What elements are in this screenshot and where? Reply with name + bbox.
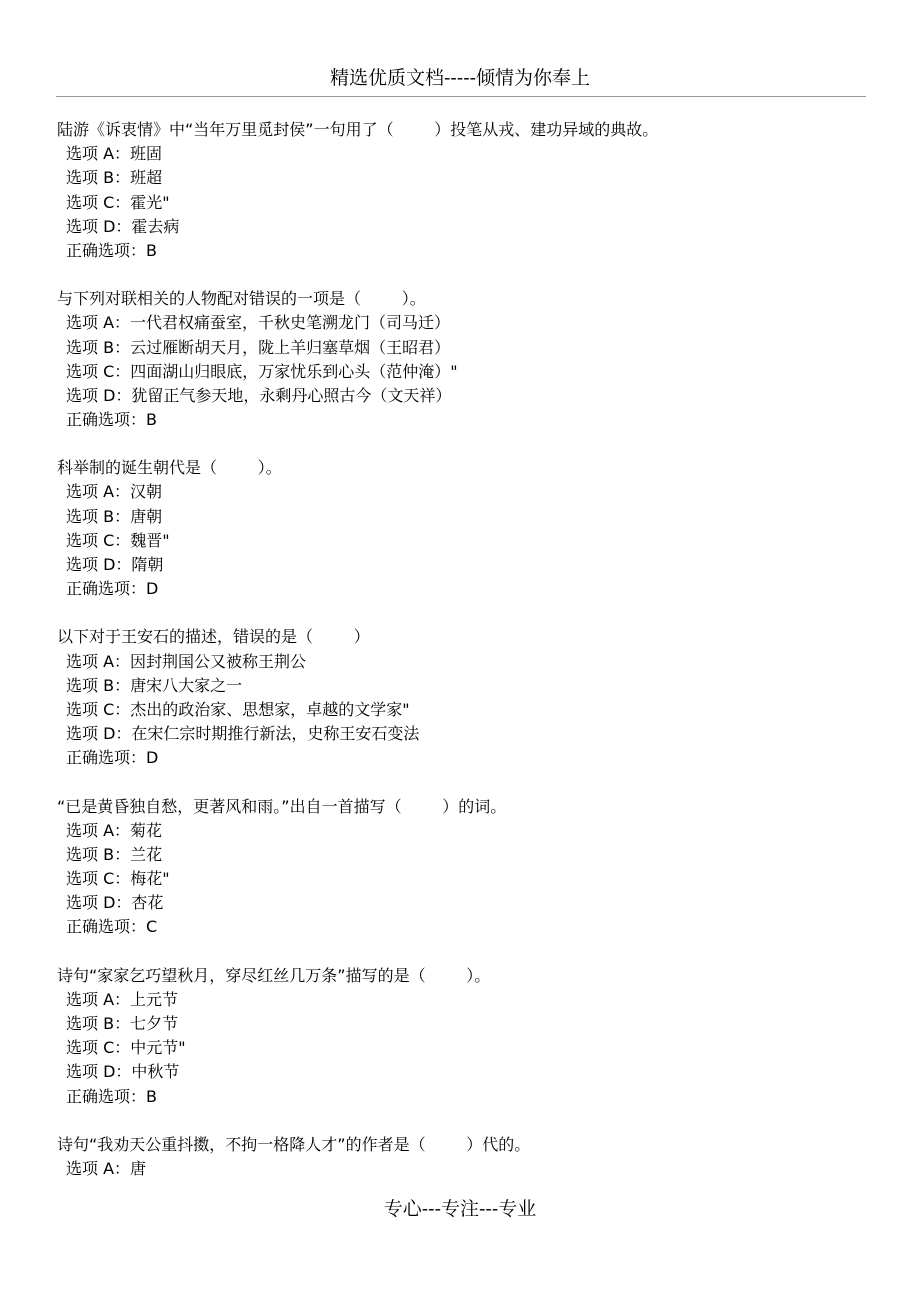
correct-answer: 正确选项：B [66, 240, 157, 260]
option-d: 选项 D：犹留正气参天地，永剩丹心照古今（文天祥） [66, 385, 452, 405]
option-b: 选项 B：班超 [66, 168, 163, 188]
option-d: 选项 D：霍去病 [66, 216, 180, 236]
question-text: 陆游《诉衷情》中“当年万里觅封侯”一句用了（ ）投笔从戎、建功异域的典故。 [57, 120, 659, 139]
option-a: 选项 A：菊花 [66, 820, 163, 840]
question-3 [57, 456, 877, 601]
option-c: 选项 C：霍光" [66, 192, 170, 212]
option-c: 选项 C：四面湖山归眼底，万家忧乐到心头（范仲淹）" [66, 361, 458, 381]
question-text: 科举制的诞生朝代是（ ）。 [57, 458, 282, 478]
option-b: 选项 B：七夕节 [66, 1014, 179, 1033]
option-c: 选项 C：中元节" [66, 1038, 186, 1058]
option-c: 选项 C：魏晋" [66, 530, 170, 550]
option-a: 选项 A：班固 [66, 144, 163, 164]
option-b: 选项 B：云过雁断胡天月，陇上羊归塞草烟（王昭君） [66, 337, 451, 357]
question-text: 诗句“我劝天公重抖擞，不拘一格降人才”的作者是（ ）代的。 [57, 1134, 531, 1154]
page-footer: 专心---专注---专业 [383, 1198, 537, 1220]
question-text: 与下列对联相关的人物配对错误的一项是（ ）。 [57, 289, 426, 309]
option-a: 选项 A：一代君权痛蚕室，千秋史笔溯龙门（司马迁） [66, 313, 451, 333]
correct-answer: 正确选项：D [66, 748, 159, 768]
option-a: 选项 A：上元节 [66, 989, 179, 1009]
question-text: 诗句“家家乞巧望秋月，穿尽红丝几万条”描写的是（ ）。 [57, 965, 491, 985]
option-a: 选项 A：因封荆国公又被称王荆公 [66, 651, 307, 671]
correct-answer: 正确选项：D [66, 579, 159, 599]
question-4 [57, 625, 877, 770]
option-a: 选项 A：汉朝 [66, 482, 163, 502]
correct-answer: 正确选项：C [66, 917, 158, 937]
question-1 [57, 118, 877, 263]
question-5 [57, 795, 877, 940]
question-text: 以下对于王安石的描述，错误的是（ ） [57, 627, 370, 647]
question-text: “已是黄昏独自愁，更著风和雨。”出自一首描写（ ）的词。 [57, 796, 507, 816]
header-divider [56, 96, 866, 97]
option-a: 选项 A：唐 [66, 1158, 147, 1178]
option-c: 选项 C：杰出的政治家、思想家，卓越的文学家" [66, 699, 410, 719]
option-b: 选项 B：唐宋八大家之一 [66, 675, 243, 695]
option-d: 选项 D：隋朝 [66, 555, 164, 574]
option-b: 选项 B：兰花 [66, 844, 163, 864]
page-header: 精选优质文档-----倾情为你奉上 [329, 67, 591, 89]
option-d: 选项 D：在宋仁宗时期推行新法，史称王安石变法 [66, 724, 420, 744]
option-c: 选项 C：梅花" [66, 869, 170, 889]
option-d: 选项 D：杏花 [66, 893, 164, 913]
question-7 [57, 1133, 877, 1181]
question-6 [57, 964, 877, 1109]
correct-answer: 正确选项：B [66, 1086, 157, 1106]
option-d: 选项 D：中秋节 [66, 1062, 180, 1082]
question-list [57, 118, 877, 1205]
correct-answer: 正确选项：B [66, 410, 157, 430]
question-2 [57, 287, 877, 432]
option-b: 选项 B：唐朝 [66, 506, 163, 526]
